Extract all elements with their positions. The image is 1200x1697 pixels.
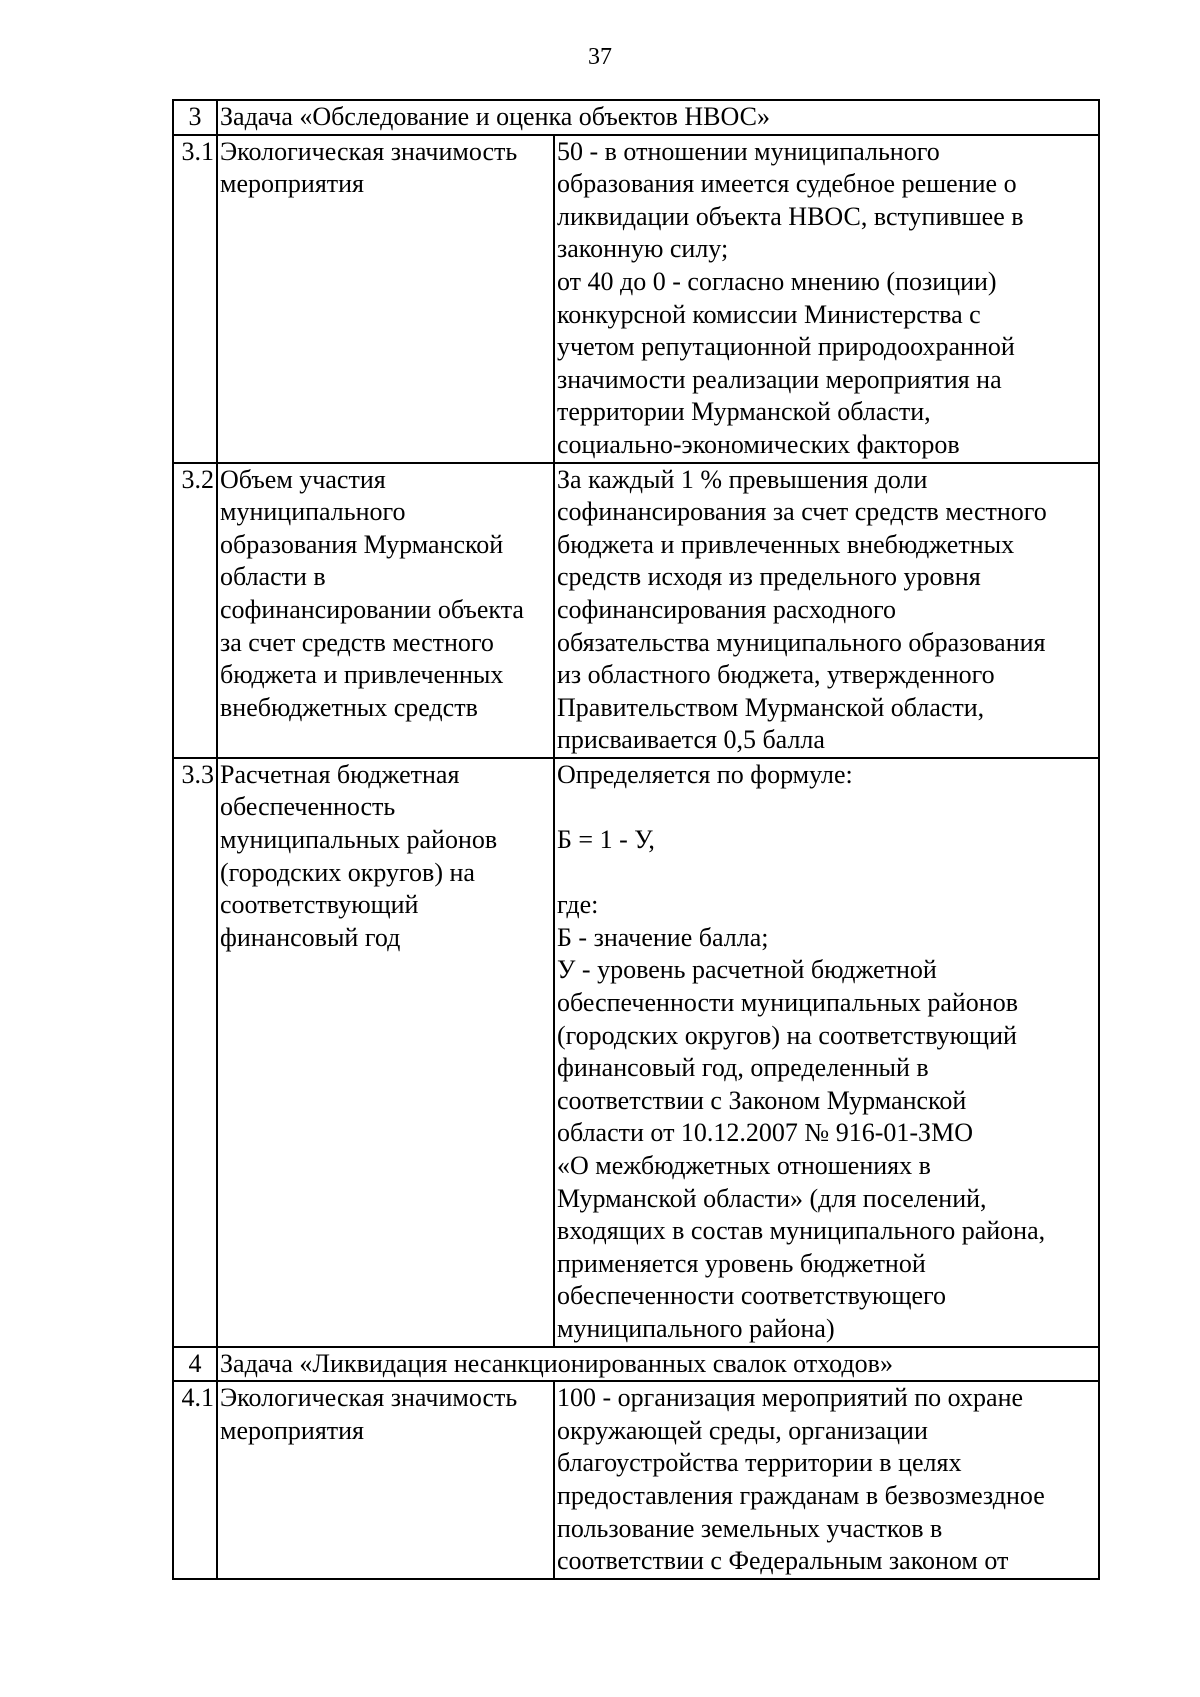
task-title: Задача «Ликвидация несанкционированных свалок отходов»: [217, 1347, 1099, 1382]
criteria-table: [172, 99, 1100, 1580]
task-row: [173, 100, 1099, 135]
score-cell: За каждый 1 % превышения доли софинансирования за счет средств местного бюджета и привлеченных внебюджетных средств исходя из предельного уровня софинансирования расходного обязательства муниципального образования из областного бюджета, утвержденного Правительством Мурманской области, присваивается 0,5 балла: [554, 463, 1099, 758]
score-cell: 50 - в отношении муниципального образования имеется судебное решение о ликвидации объекта НВОС, вступившее в законную силу; от 40 до 0 - согласно мнению (позиции) конкурсной комиссии Министерства с учетом репутационной природоохранной значимости реализации мероприятия на территории Мурманской области, социально-экономических факторов: [554, 135, 1099, 463]
row-number: 3.1: [173, 135, 217, 463]
criterion-cell: Объем участия муниципального образования Мурманской области в софинансировании объекта за счет средств местного бюджета и привлеченных внебюджетных средств: [217, 463, 554, 758]
row-number: 4.1: [173, 1381, 217, 1579]
table-row: [173, 135, 1099, 463]
criterion-cell: Экологическая значимость мероприятия: [217, 135, 554, 463]
task-title: Задача «Обследование и оценка объектов НВОС»: [217, 100, 1099, 135]
page-number: 37: [588, 44, 612, 70]
task-number: 3: [173, 100, 217, 135]
table-row: [173, 463, 1099, 758]
criterion-cell: Расчетная бюджетная обеспеченность муниципальных районов (городских округов) на соответствующий финансовый год: [217, 758, 554, 1347]
score-cell: Определяется по формуле: Б = 1 - У, где: Б - значение балла; У - уровень расчетной бюджетной обеспеченности муниципальных районов (городских округов) на соответствующий финансовый год, определенный в соответствии с Законом Мурманской области от 10.12.2007 № 916-01-ЗМО «О межбюджетных отношениях в Мурманской области» (для поселений, входящих в состав муниципального района, применяется уровень бюджетной обеспеченности соответствующего муниципального района): [554, 758, 1099, 1347]
task-number: 4: [173, 1347, 217, 1382]
row-number: 3.3: [173, 758, 217, 1347]
criterion-cell: Экологическая значимость мероприятия: [217, 1381, 554, 1579]
table-row: [173, 1381, 1099, 1579]
table-row: [173, 758, 1099, 1347]
task-row: [173, 1347, 1099, 1382]
row-number: 3.2: [173, 463, 217, 758]
score-cell: 100 - организация мероприятий по охране окружающей среды, организации благоустройства территории в целях предоставления гражданам в безвозмездное пользование земельных участков в соответствии с Федеральным законом от: [554, 1381, 1099, 1579]
